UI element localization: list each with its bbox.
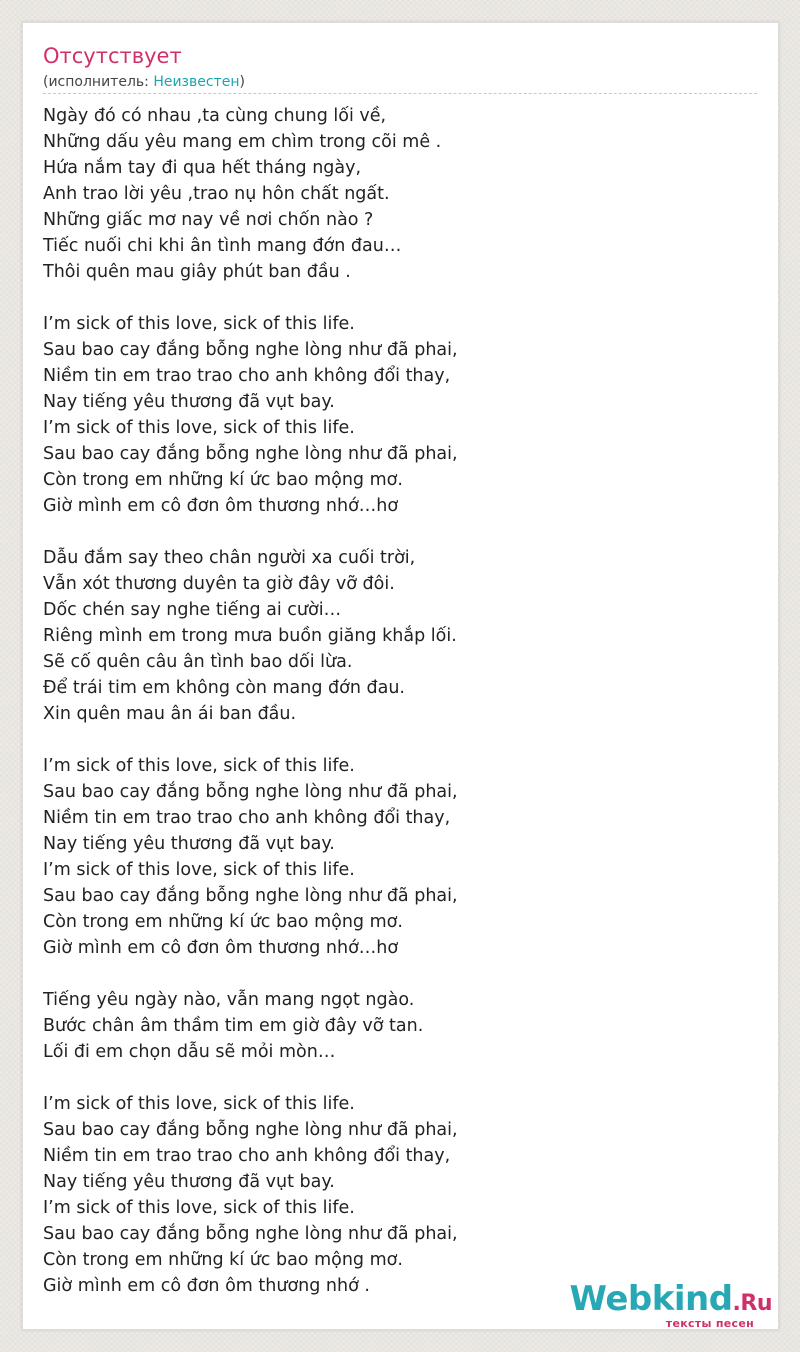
artist-line bbox=[43, 73, 245, 91]
lyric-line: Còn trong em những kí ức bao mộng mơ. bbox=[43, 1250, 403, 1270]
lyric-line: Còn trong em những kí ức bao mộng mơ. bbox=[43, 912, 403, 932]
lyric-line: Dốc chén say nghe tiếng ai cười… bbox=[43, 600, 342, 620]
lyric-line: Sau bao cay đắng bỗng nghe lòng như đã phai, bbox=[43, 1224, 458, 1244]
logo-wordmark bbox=[570, 1281, 772, 1322]
lyric-line: Niềm tin em trao trao cho anh không đổi thay, bbox=[43, 808, 451, 828]
lyric-line: Niềm tin em trao trao cho anh không đổi thay, bbox=[43, 1146, 451, 1166]
lyric-line: Những dấu yêu mang em chìm trong cõi mê . bbox=[43, 132, 442, 152]
lyric-line: Lối đi em chọn dẫu sẽ mỏi mòn… bbox=[43, 1042, 336, 1062]
lyric-line: Sau bao cay đắng bỗng nghe lòng như đã phai, bbox=[43, 340, 458, 360]
lyric-line: Sau bao cay đắng bỗng nghe lòng như đã phai, bbox=[43, 886, 458, 906]
lyric-line: Sau bao cay đắng bỗng nghe lòng như đã phai, bbox=[43, 1120, 458, 1140]
lyric-line: I’m sick of this love, sick of this life. bbox=[43, 418, 355, 438]
lyrics-text bbox=[43, 103, 458, 1299]
artist-link[interactable]: Неизвестен bbox=[153, 74, 240, 90]
lyric-line: Xin quên mau ân ái ban đầu. bbox=[43, 704, 297, 724]
lyric-line: Anh trao lời yêu ,trao nụ hôn chất ngất. bbox=[43, 184, 390, 204]
lyric-line: Sau bao cay đắng bỗng nghe lòng như đã phai, bbox=[43, 444, 458, 464]
lyric-line: Tiếng yêu ngày nào, vẫn mang ngọt ngào. bbox=[43, 990, 415, 1010]
artist-suffix: ) bbox=[239, 74, 245, 90]
lyric-line: Sẽ cố quên câu ân tình bao dối lừa. bbox=[43, 652, 353, 672]
lyric-line: Tiếc nuối chi khi ân tình mang đớn đau… bbox=[43, 236, 402, 256]
lyric-line: Nay tiếng yêu thương đã vụt bay. bbox=[43, 392, 335, 412]
logo-main-text: Webkind bbox=[569, 1279, 733, 1319]
lyric-line: I’m sick of this love, sick of this life. bbox=[43, 1094, 355, 1114]
lyric-line: Vẫn xót thương duyên ta giờ đây vỡ đôi. bbox=[43, 574, 395, 594]
lyric-line: Niềm tin em trao trao cho anh không đổi thay, bbox=[43, 366, 451, 386]
lyric-line: Còn trong em những kí ức bao mộng mơ. bbox=[43, 470, 403, 490]
lyric-line: Nay tiếng yêu thương đã vụt bay. bbox=[43, 1172, 335, 1192]
lyric-line: Sau bao cay đắng bỗng nghe lòng như đã phai, bbox=[43, 782, 458, 802]
divider bbox=[43, 93, 757, 94]
site-logo[interactable] bbox=[570, 1281, 772, 1330]
logo-tld-text: .Ru bbox=[732, 1291, 772, 1316]
logo-tagline: тексты песен bbox=[665, 1317, 754, 1330]
stanza-break bbox=[43, 519, 458, 545]
artist-prefix: (исполнитель: bbox=[43, 74, 154, 90]
song-title: Отсутствует bbox=[43, 44, 182, 68]
lyric-line: I’m sick of this love, sick of this life. bbox=[43, 314, 355, 334]
lyric-line: Để trái tim em không còn mang đớn đau. bbox=[43, 678, 405, 698]
lyric-line: Thôi quên mau giây phút ban đầu . bbox=[43, 262, 351, 282]
stanza-break bbox=[43, 961, 458, 987]
lyric-line: Hứa nắm tay đi qua hết tháng ngày, bbox=[43, 158, 362, 178]
lyric-line: Dẫu đắm say theo chân người xa cuối trời, bbox=[43, 548, 416, 568]
lyric-line: Bước chân âm thầm tim em giờ đây vỡ tan. bbox=[43, 1016, 424, 1036]
lyric-line: Nay tiếng yêu thương đã vụt bay. bbox=[43, 834, 335, 854]
lyric-line: Riêng mình em trong mưa buồn giăng khắp lối. bbox=[43, 626, 457, 646]
lyric-line: I’m sick of this love, sick of this life. bbox=[43, 756, 355, 776]
lyric-line: Những giấc mơ nay về nơi chốn nào ? bbox=[43, 210, 374, 230]
lyric-line: Giờ mình em cô đơn ôm thương nhớ . bbox=[43, 1276, 370, 1296]
stanza-break bbox=[43, 1065, 458, 1091]
stanza-break bbox=[43, 285, 458, 311]
lyric-line: Giờ mình em cô đơn ôm thương nhớ…hơ bbox=[43, 496, 399, 516]
stanza-break bbox=[43, 727, 458, 753]
lyrics-card bbox=[22, 22, 779, 1330]
lyric-line: I’m sick of this love, sick of this life. bbox=[43, 860, 355, 880]
lyric-line: I’m sick of this love, sick of this life. bbox=[43, 1198, 355, 1218]
lyric-line: Ngày đó có nhau ,ta cùng chung lối về, bbox=[43, 106, 387, 126]
lyric-line: Giờ mình em cô đơn ôm thương nhớ…hơ bbox=[43, 938, 399, 958]
